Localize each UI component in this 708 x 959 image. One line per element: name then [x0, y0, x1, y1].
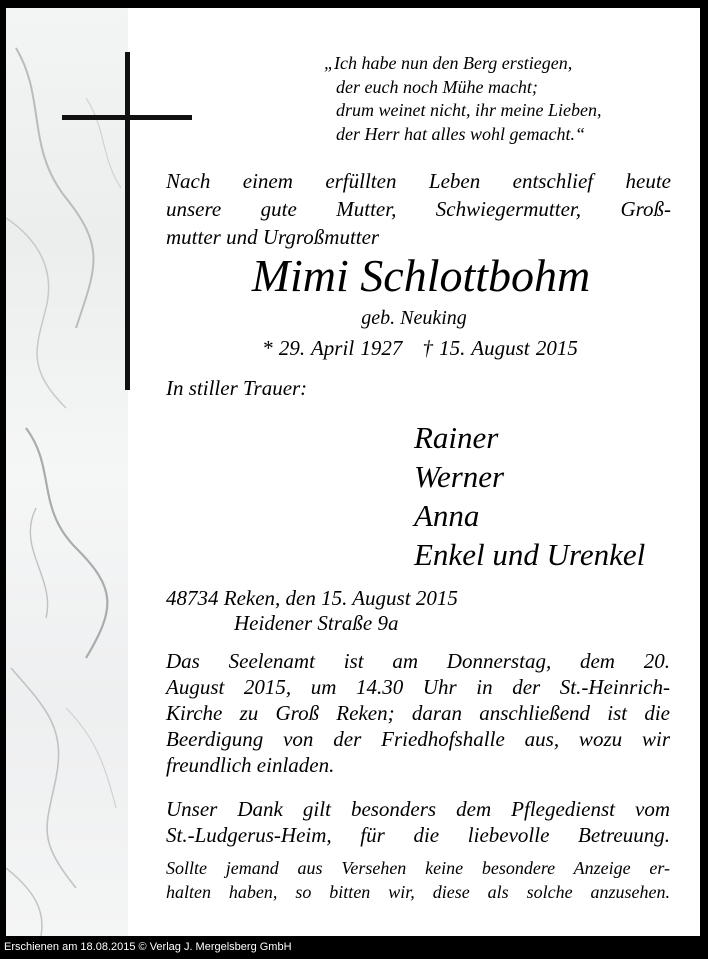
- service-line: Beerdigung von der Friedhofshalle aus, wozu wir: [166, 727, 670, 751]
- obituary-card: [6, 8, 700, 936]
- verse-line: „Ich habe nun den Berg erstiegen,: [324, 53, 573, 73]
- notice-line: halten haben, so bitten wir, diese als solche anzusehen.: [166, 882, 670, 902]
- life-dates: [6, 336, 700, 361]
- thanks-line: St.-Ludgerus-Heim, für die liebevolle Betreuung.: [166, 823, 670, 847]
- marble-veins-image: [6, 8, 128, 936]
- mourner-name: Rainer: [414, 420, 499, 455]
- cross-bar: [62, 115, 192, 120]
- verse-quote: [324, 52, 601, 146]
- notice-line: Sollte jemand aus Versehen keine besondere Anzeige er-: [166, 858, 670, 878]
- address: Heidener Straße 9a: [234, 611, 399, 635]
- birth-date: * 29. April 1927: [262, 336, 403, 360]
- intro-line: Nach einem erfüllten Leben entschlief heute: [166, 169, 671, 193]
- verse-line: drum weinet nicht, ihr meine Lieben,: [336, 100, 602, 120]
- thanks-text: [166, 796, 670, 848]
- intro-text: [166, 167, 671, 251]
- thanks-line: Unser Dank gilt besonders dem Pflegedienst vom: [166, 797, 670, 821]
- birth-name: geb. Neuking: [361, 307, 467, 329]
- verse-line: der euch noch Mühe macht;: [336, 76, 538, 97]
- service-line: Kirche zu Groß Reken; daran anschließend ist die: [166, 701, 670, 725]
- notice-text: [166, 856, 670, 904]
- service-line: August 2015, um 14.30 Uhr in der St.-Heinrich-: [166, 675, 670, 699]
- mourning-label: In stiller Trauer:: [166, 376, 308, 400]
- service-info: [166, 648, 670, 778]
- intro-line: mutter und Urgroßmutter: [166, 225, 380, 249]
- place-date: 48734 Reken, den 15. August 2015: [166, 586, 458, 610]
- mourner-name: Enkel und Urenkel: [414, 537, 646, 572]
- verse-line: der Herr hat alles wohl gemacht.“: [336, 123, 585, 144]
- publication-footer: Erschienen am 18.08.2015 © Verlag J. Mergelsberg GmbH: [4, 941, 292, 953]
- mourners-list: [414, 418, 645, 574]
- intro-line: unsere gute Mutter, Schwiegermutter, Groß-: [166, 197, 671, 221]
- marble-border: [6, 8, 128, 936]
- death-date: † 15. August 2015: [422, 336, 578, 360]
- deceased-name: Mimi Schlottbohm: [251, 250, 591, 301]
- mourner-name: Anna: [414, 498, 480, 533]
- service-line: Das Seelenamt ist am Donnerstag, dem 20.: [166, 649, 670, 673]
- service-line: freundlich einladen.: [166, 753, 335, 777]
- mourner-name: Werner: [414, 459, 505, 494]
